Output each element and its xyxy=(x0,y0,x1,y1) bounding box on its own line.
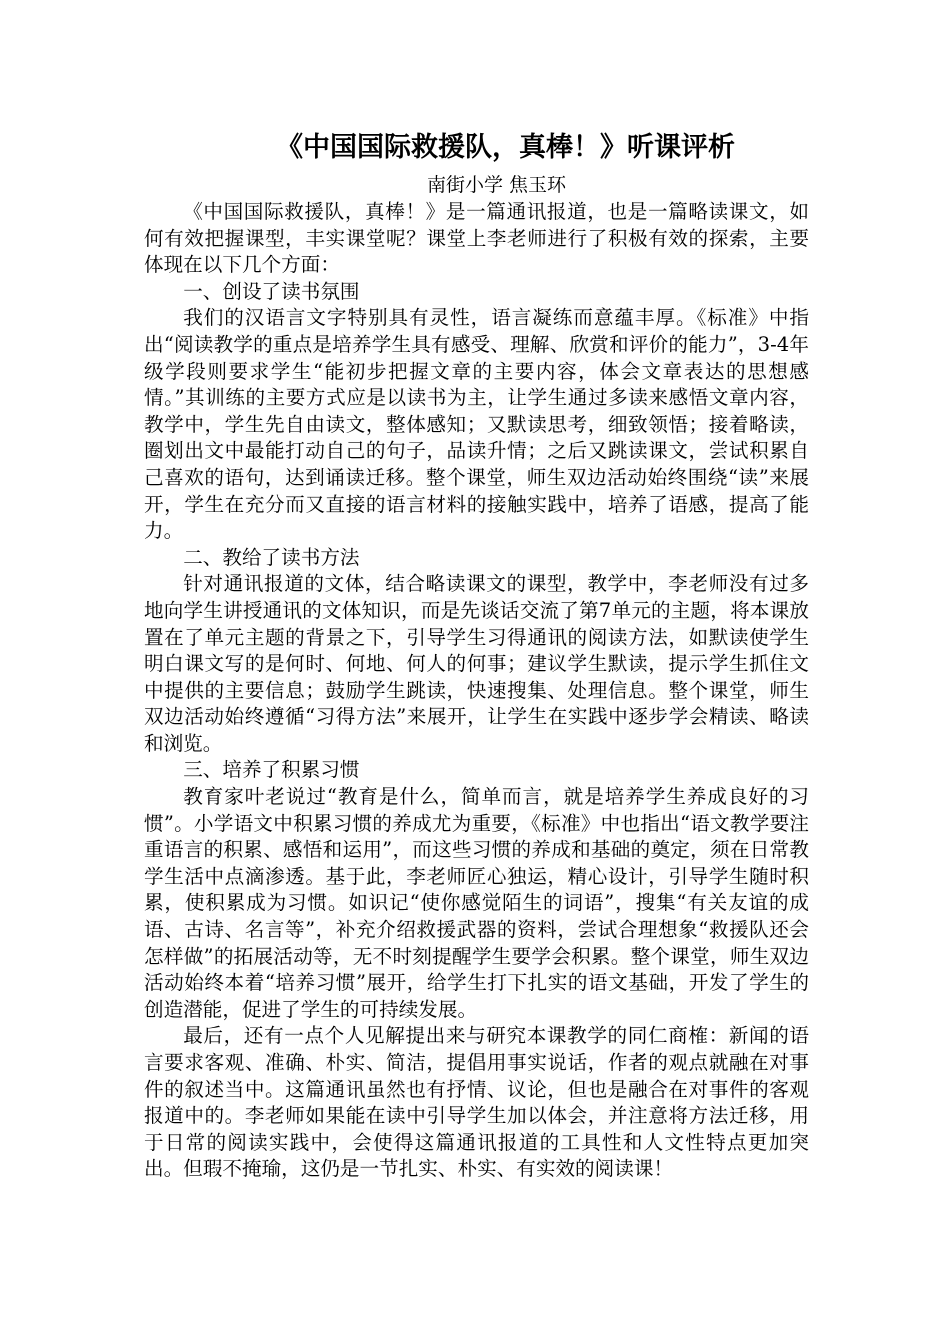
section-heading-1: 一、创设了读书氛围 xyxy=(183,279,360,303)
intro-paragraph: 《中国国际救援队，真棒！》是一篇通讯报道，也是一篇略读课文，如何有效把握课型，丰实课堂呢？课堂上李老师进行了积极有效的探索，主要体现在以下几个方面： xyxy=(144,200,809,277)
document-page xyxy=(144,128,809,1183)
section-heading-2: 二、教给了读书方法 xyxy=(183,545,360,569)
conclusion-paragraph: 最后，还有一点个人见解提出来与研究本课教学的同仁商榷：新闻的语言要求客观、准确、朴实、简洁，提倡用事实说话，作者的观点就融在对事件的叙述当中。这篇通讯虽然也有抒情、议论，但也是融合在对事件的客观报道中的。李老师如果能在读中引导学生加以体会，并注意将方法迁移，用于日常的阅读实践中，会使得这篇通讯报道的工具性和人文性特点更加突出。但瑕不掩瑜，这仍是一节扎实、朴实、有实效的阅读课！ xyxy=(144,1024,809,1181)
document-title: 《中国国际救援队，真棒！》听课评析 xyxy=(276,132,735,163)
section-body-2: 针对通讯报道的文体，结合略读课文的课型，教学中，李老师没有过多地向学生讲授通讯的文体知识，而是先谈话交流了第7单元的主题，将本课放置在了单元主题的背景之下，引导学生习得通讯的阅读方法，如默读使学生明白课文写的是何时、何地、何人的何事；建议学生默读，提示学生抓住文中提供的主要信息；鼓励学生跳读，快速搜集、处理信息。整个课堂，师生双边活动始终遵循“习得方法”来展开，让学生在实践中逐步学会精读、略读和浏览。 xyxy=(144,572,809,755)
author-line: 南街小学 焦玉环 xyxy=(426,174,567,196)
section-body-3: 教育家叶老说过“教育是什么，简单而言，就是培养学生养成良好的习惯”。小学语文中积累习惯的养成尤为重要，《标准》中也指出“语文教学要注重语言的积累、感悟和运用”，而这些习惯的养成和基础的奠定，须在日常教学生活中点滴渗透。基于此，李老师匠心独运，精心设计，引导学生随时积累，使积累成为习惯。如识记“使你感觉陌生的词语”，搜集“有关友谊的成语、古诗、名言等”，补充介绍救援武器的资料，尝试合理想象“救援队还会怎样做”的拓展活动等，无不时刻提醒学生要学会积累。整个课堂，师生双边活动始终本着“培养习惯”展开，给学生打下扎实的语文基础，开发了学生的创造潜能，促进了学生的可持续发展。 xyxy=(144,785,809,1021)
section-body-1: 我们的汉语言文字特别具有灵性，语言凝练而意蕴丰厚。《标准》中指出“阅读教学的重点是培养学生具有感受、理解、欣赏和评价的能力”，3-4年级学段则要求学生“能初步把握文章的主要内容，体会文章表达的思想感情。”其训练的主要方式应是以读书为主，让学生通过多读来感悟文章内容，教学中，学生先自由读文，整体感知；又默读思考，细致领悟；接着略读，圈划出文中最能打动自己的句子，品读升情；之后又跳读课文，尝试积累自己喜欢的语句，达到诵读迁移。整个课堂，师生双边活动始终围绕“读”来展开，学生在充分而又直接的语言材料的接触实践中，培养了语感，提高了能力。 xyxy=(144,306,809,543)
section-heading-3: 三、培养了积累习惯 xyxy=(183,758,360,782)
